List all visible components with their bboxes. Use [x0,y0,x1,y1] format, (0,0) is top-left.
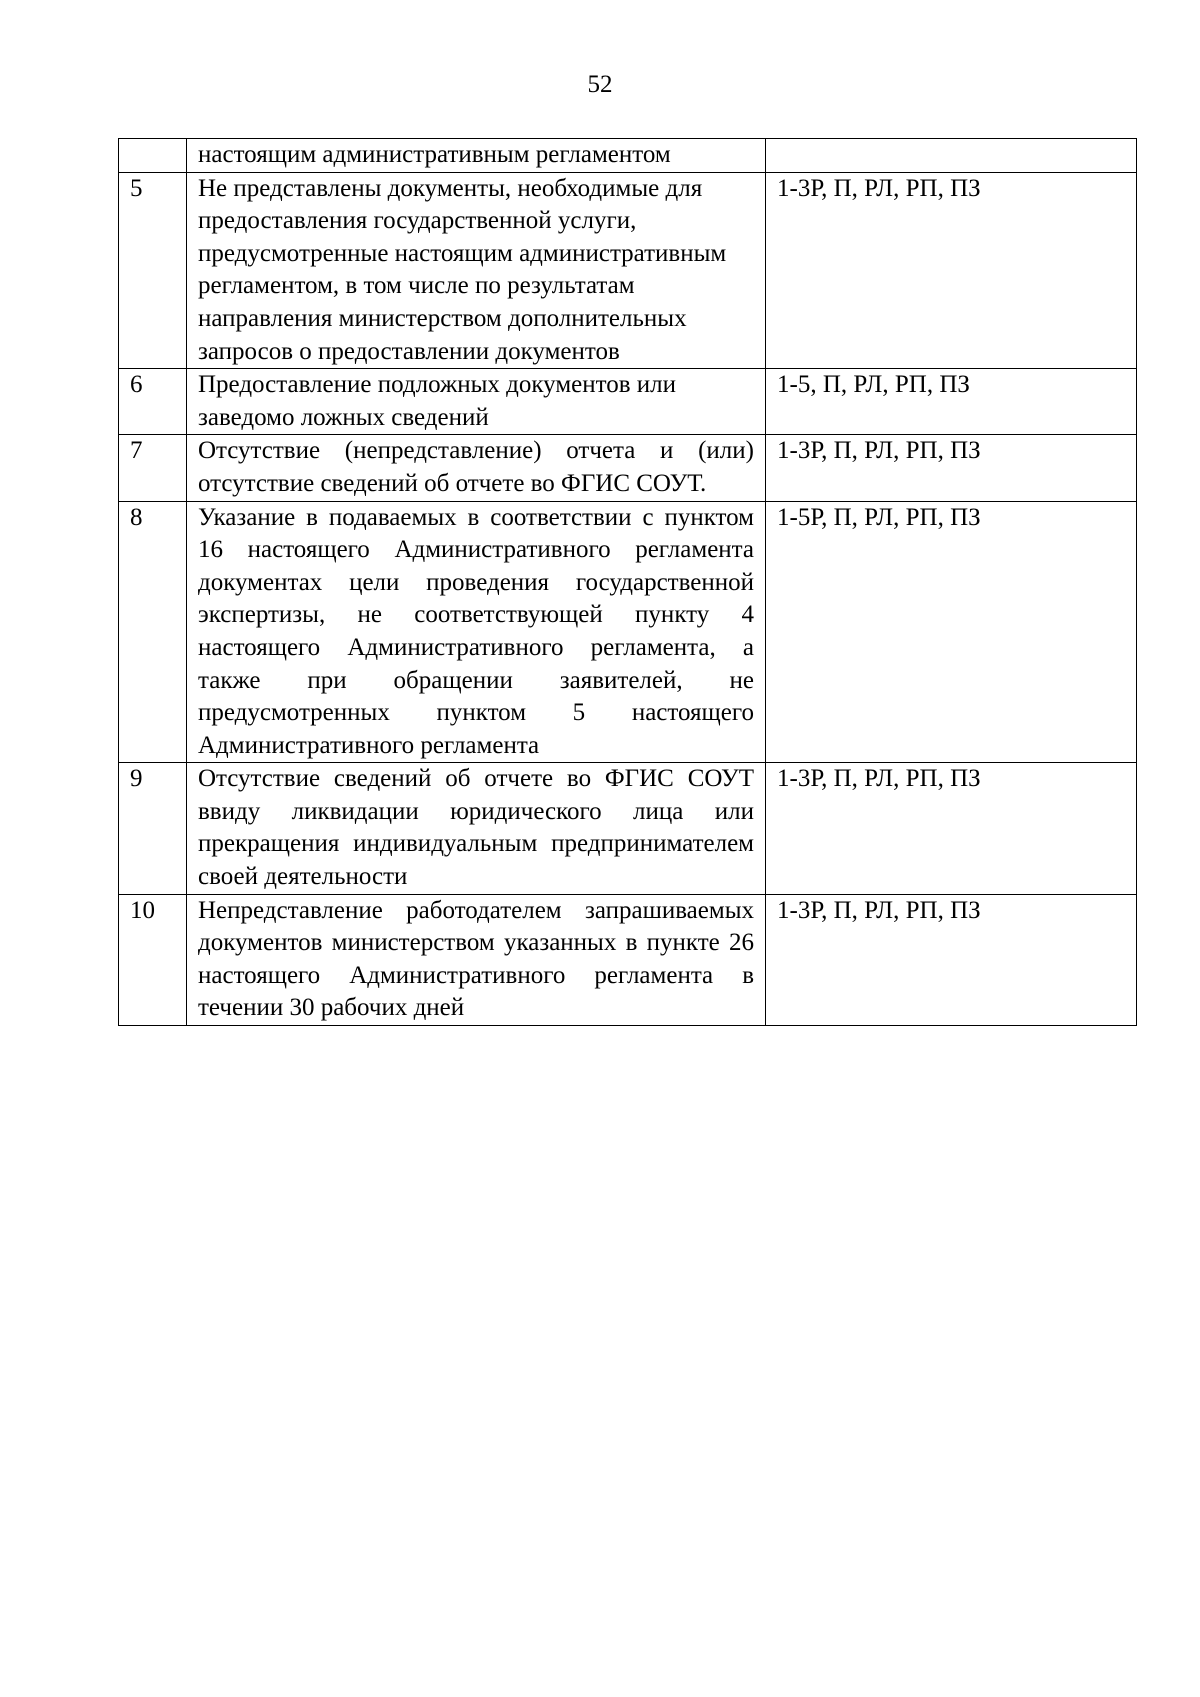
row-text: Указание в подаваемых в соответствии с пунктом 16 настоящего Административного регламента документах цели проведения государственной экспертизы, не соответствующей пункту 4 настоящего Административного регламента, а также при обращении заявителей, не предусмотренных пунктом 5 настоящего Административного регламента [187,501,766,763]
table-row [119,763,1137,894]
row-text: Отсутствие сведений об отчете во ФГИС СОУТ ввиду ликвидации юридического лица или прекращения индивидуальным предпринимателем своей деятельности [187,763,766,894]
row-codes: 1-3Р, П, РЛ, РП, ПЗ [766,894,1137,1025]
table-row [119,139,1137,173]
row-text: Отсутствие (непредставление) отчета и (или) отсутствие сведений об отчете во ФГИС СОУТ. [187,435,766,501]
row-codes: 1-3Р, П, РЛ, РП, ПЗ [766,435,1137,501]
row-number: 5 [119,172,187,369]
row-text: Не представлены документы, необходимые для предоставления государственной услуги, предусмотренные настоящим административным регламентом, в том числе по результатам направления министерством дополнительных запросов о предоставлении документов [187,172,766,369]
document-table [118,138,1137,1026]
row-number: 10 [119,894,187,1025]
row-number: 9 [119,763,187,894]
row-number: 6 [119,369,187,435]
table-row [119,369,1137,435]
row-codes [766,139,1137,173]
row-text: Предоставление подложных документов или заведомо ложных сведений [187,369,766,435]
row-codes: 1-5, П, РЛ, РП, ПЗ [766,369,1137,435]
table-row [119,501,1137,763]
row-codes: 1-3Р, П, РЛ, РП, ПЗ [766,763,1137,894]
row-number [119,139,187,173]
page-number: 52 [587,71,613,98]
row-text: Непредставление работодателем запрашиваемых документов министерством указанных в пункте 26 настоящего Административного регламента в течении 30 рабочих дней [187,894,766,1025]
row-codes: 1-5Р, П, РЛ, РП, ПЗ [766,501,1137,763]
row-codes: 1-3Р, П, РЛ, РП, ПЗ [766,172,1137,369]
table-row [119,435,1137,501]
table-row [119,172,1137,369]
row-text: настоящим административным регламентом [187,139,766,173]
row-number: 7 [119,435,187,501]
row-number: 8 [119,501,187,763]
table-row [119,894,1137,1025]
